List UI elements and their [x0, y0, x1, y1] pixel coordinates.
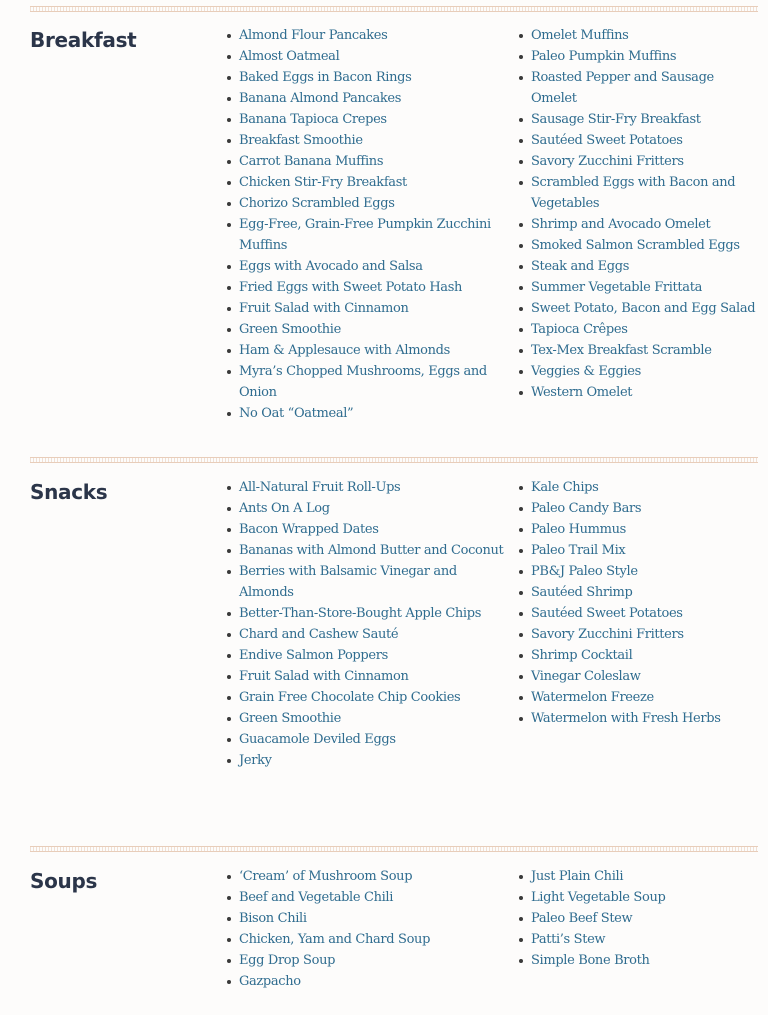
section-divider	[30, 846, 758, 852]
recipe-link[interactable]: Eggs with Avocado and Salsa	[227, 256, 505, 277]
recipe-link[interactable]: Chorizo Scrambled Eggs	[227, 193, 505, 214]
recipe-link[interactable]: Paleo Candy Bars	[519, 498, 758, 519]
recipe-link[interactable]: Chicken, Yam and Chard Soup	[227, 929, 505, 950]
recipe-link[interactable]: Beef and Vegetable Chili	[227, 887, 505, 908]
breakfast-list-right	[519, 25, 758, 403]
recipe-link[interactable]: Paleo Hummus	[519, 519, 758, 540]
recipe-link[interactable]: Shrimp Cocktail	[519, 645, 758, 666]
recipe-link[interactable]: Bananas with Almond Butter and Coconut	[227, 540, 505, 561]
recipe-link[interactable]: Summer Vegetable Frittata	[519, 277, 758, 298]
breakfast-section	[30, 6, 758, 421]
recipe-link[interactable]: Simple Bone Broth	[519, 950, 758, 971]
recipe-link[interactable]: Banana Almond Pancakes	[227, 88, 505, 109]
recipe-link[interactable]: Sautéed Sweet Potatoes	[519, 603, 758, 624]
recipe-link[interactable]: Egg-Free, Grain-Free Pumpkin Zucchini Muffins	[227, 214, 505, 256]
recipe-link[interactable]: Vinegar Coleslaw	[519, 666, 758, 687]
section-divider	[30, 6, 758, 12]
recipe-link[interactable]: Fried Eggs with Sweet Potato Hash	[227, 277, 505, 298]
recipe-link[interactable]: Endive Salmon Poppers	[227, 645, 505, 666]
recipe-link[interactable]: Savory Zucchini Fritters	[519, 151, 758, 172]
recipe-link[interactable]: Fruit Salad with Cinnamon	[227, 666, 505, 687]
recipe-link[interactable]: Steak and Eggs	[519, 256, 758, 277]
recipe-link[interactable]: Berries with Balsamic Vinegar and Almonds	[227, 561, 505, 603]
recipe-link[interactable]: Green Smoothie	[227, 319, 505, 340]
recipe-link[interactable]: No Oat “Oatmeal”	[227, 403, 505, 424]
recipe-link[interactable]: ‘Cream’ of Mushroom Soup	[227, 866, 505, 887]
recipe-link[interactable]: All-Natural Fruit Roll-Ups	[227, 477, 505, 498]
recipe-link[interactable]: Green Smoothie	[227, 708, 505, 729]
recipe-link[interactable]: Fruit Salad with Cinnamon	[227, 298, 505, 319]
recipe-link[interactable]: Chard and Cashew Sauté	[227, 624, 505, 645]
recipe-link[interactable]: Western Omelet	[519, 382, 758, 403]
recipe-link[interactable]: Sautéed Shrimp	[519, 582, 758, 603]
recipe-link[interactable]: Bison Chili	[227, 908, 505, 929]
recipe-link[interactable]: Shrimp and Avocado Omelet	[519, 214, 758, 235]
recipe-link[interactable]: Watermelon with Fresh Herbs	[519, 708, 758, 729]
soups-list-left	[227, 866, 505, 992]
recipe-link[interactable]: Omelet Muffins	[519, 25, 758, 46]
recipe-link[interactable]: Tex-Mex Breakfast Scramble	[519, 340, 758, 361]
recipe-link[interactable]: Chicken Stir-Fry Breakfast	[227, 172, 505, 193]
recipe-link[interactable]: Carrot Banana Muffins	[227, 151, 505, 172]
recipe-link[interactable]: Smoked Salmon Scrambled Eggs	[519, 235, 758, 256]
recipe-link[interactable]: Baked Eggs in Bacon Rings	[227, 67, 505, 88]
recipe-link[interactable]: Ham & Applesauce with Almonds	[227, 340, 505, 361]
soups-list-right	[519, 866, 758, 971]
recipe-link[interactable]: Grain Free Chocolate Chip Cookies	[227, 687, 505, 708]
recipe-link[interactable]: Egg Drop Soup	[227, 950, 505, 971]
snacks-list-left	[227, 477, 505, 771]
recipe-link[interactable]: Light Vegetable Soup	[519, 887, 758, 908]
recipe-link[interactable]: Just Plain Chili	[519, 866, 758, 887]
recipe-link[interactable]: Almond Flour Pancakes	[227, 25, 505, 46]
recipe-link[interactable]: Bacon Wrapped Dates	[227, 519, 505, 540]
recipe-link[interactable]: PB&J Paleo Style	[519, 561, 758, 582]
recipe-link[interactable]: Savory Zucchini Fritters	[519, 624, 758, 645]
recipe-link[interactable]: Guacamole Deviled Eggs	[227, 729, 505, 750]
recipe-link[interactable]: Gazpacho	[227, 971, 505, 992]
recipe-link[interactable]: Almost Oatmeal	[227, 46, 505, 67]
recipe-link[interactable]: Scrambled Eggs with Bacon and Vegetables	[519, 172, 758, 214]
recipe-link[interactable]: Roasted Pepper and Sausage Omelet	[519, 67, 758, 109]
recipe-link[interactable]: Ants On A Log	[227, 498, 505, 519]
recipe-link[interactable]: Myra’s Chopped Mushrooms, Eggs and Onion	[227, 361, 505, 403]
section-divider	[30, 457, 758, 463]
breakfast-heading: Breakfast	[30, 28, 137, 52]
recipe-link[interactable]: Patti’s Stew	[519, 929, 758, 950]
soups-section	[30, 846, 758, 989]
recipe-link[interactable]: Breakfast Smoothie	[227, 130, 505, 151]
breakfast-list-left	[227, 25, 505, 424]
recipe-link[interactable]: Sweet Potato, Bacon and Egg Salad	[519, 298, 758, 319]
recipe-link[interactable]: Banana Tapioca Crepes	[227, 109, 505, 130]
recipe-link[interactable]: Kale Chips	[519, 477, 758, 498]
recipe-link[interactable]: Tapioca Crêpes	[519, 319, 758, 340]
snacks-list-right	[519, 477, 758, 729]
snacks-heading: Snacks	[30, 480, 108, 504]
recipe-link[interactable]: Paleo Beef Stew	[519, 908, 758, 929]
recipe-link[interactable]: Sausage Stir-Fry Breakfast	[519, 109, 758, 130]
recipe-link[interactable]: Paleo Trail Mix	[519, 540, 758, 561]
soups-heading: Soups	[30, 869, 98, 893]
recipe-link[interactable]: Watermelon Freeze	[519, 687, 758, 708]
recipe-link[interactable]: Veggies & Eggies	[519, 361, 758, 382]
recipe-link[interactable]: Paleo Pumpkin Muffins	[519, 46, 758, 67]
recipe-link[interactable]: Better-Than-Store-Bought Apple Chips	[227, 603, 505, 624]
recipe-link[interactable]: Jerky	[227, 750, 505, 771]
recipe-link[interactable]: Sautéed Sweet Potatoes	[519, 130, 758, 151]
snacks-section	[30, 457, 758, 768]
